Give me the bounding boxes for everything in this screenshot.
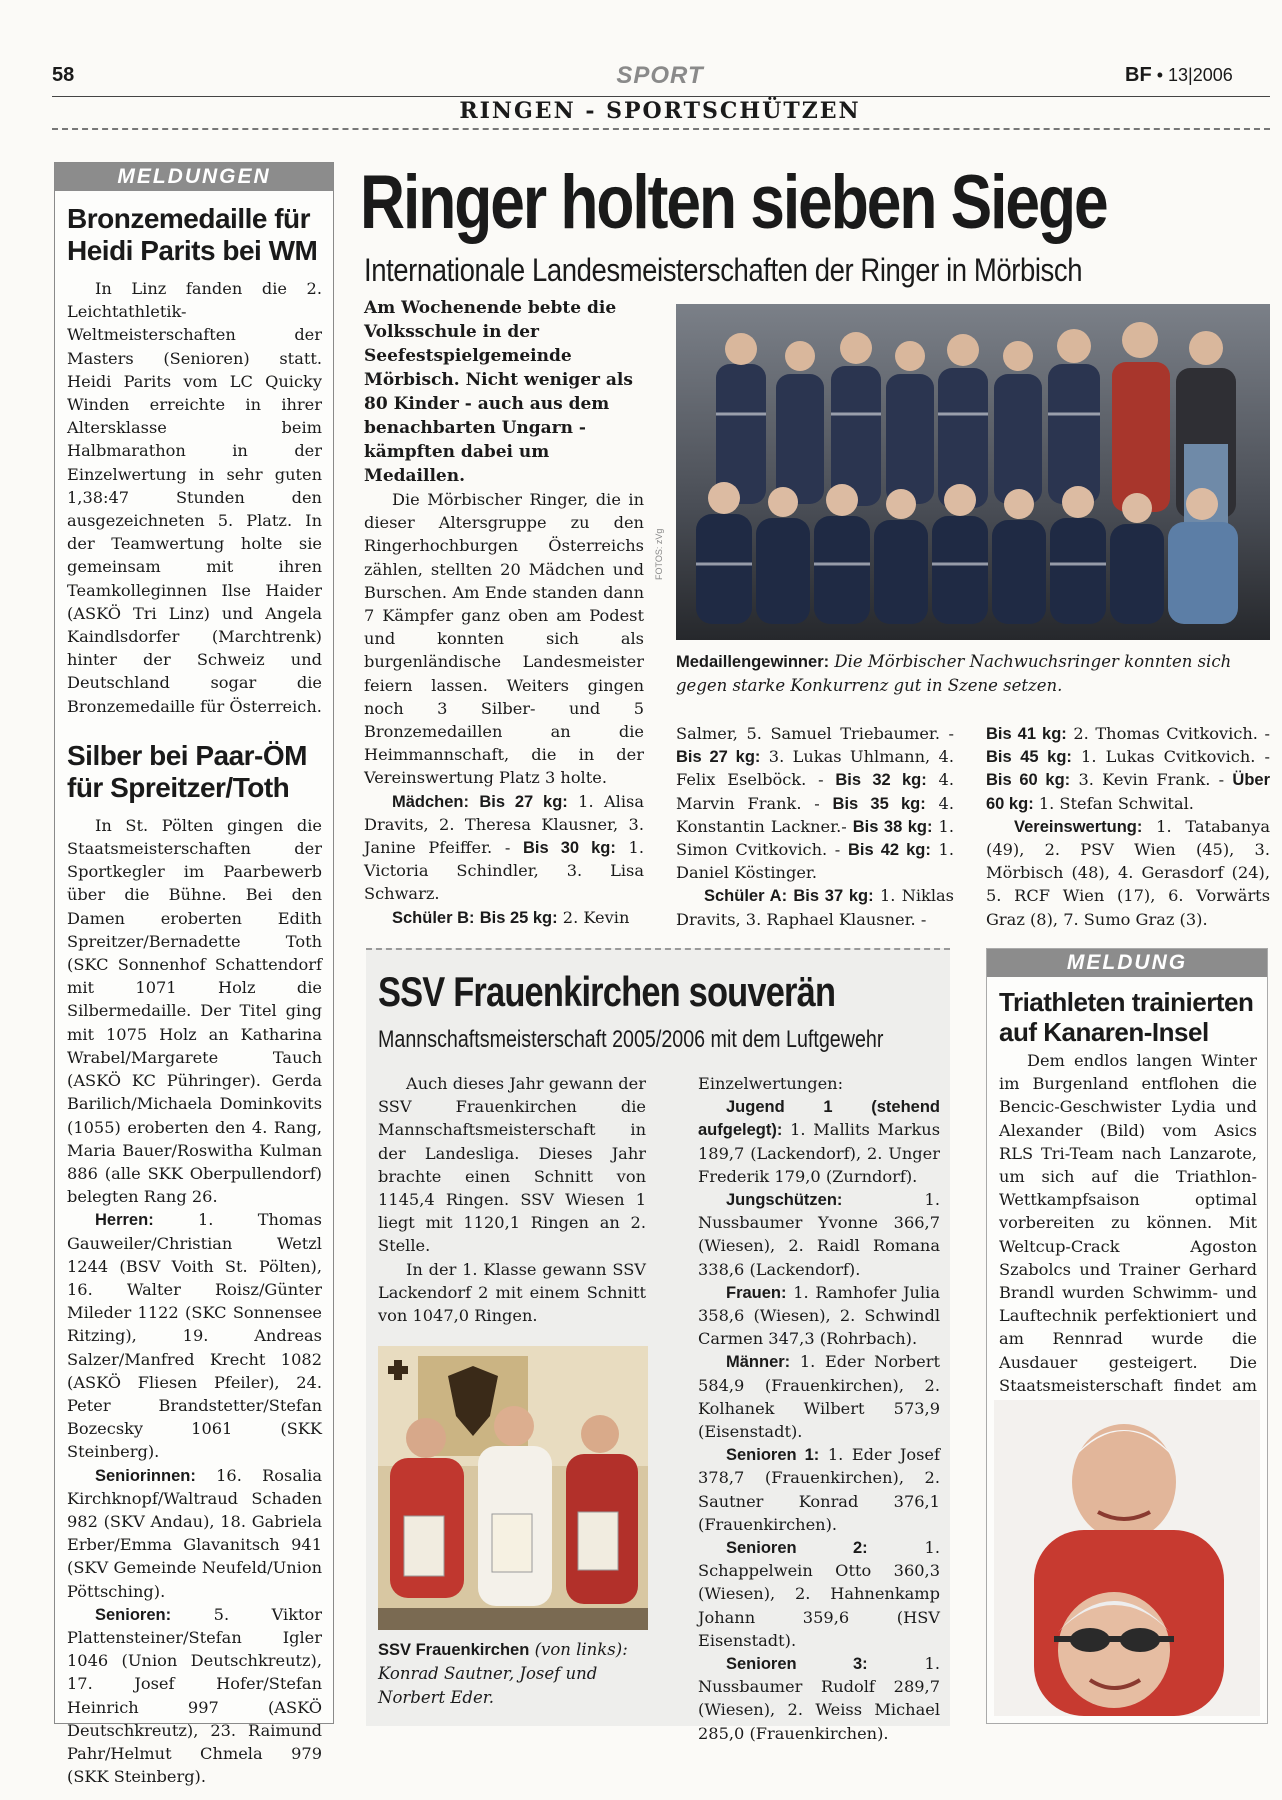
ssv-subheadline: Mannschaftsmeisterschaft 2005/2006 mit dem Luftgewehr: [378, 1026, 884, 1053]
text: 1. Alisa Dravits, 2. Theresa Klausner, 3. Janine Pfeiffer. -: [364, 791, 644, 858]
ssv-headline: SSV Frauenkirchen souverän: [378, 968, 836, 1015]
text: 1. Victoria Schindler, 3. Lisa Schwarz.: [364, 838, 644, 904]
caption-paren: (von links):: [534, 1640, 628, 1659]
meldung-bar: MELDUNG: [987, 949, 1267, 977]
bold-label: Bis 45 kg:: [986, 748, 1072, 767]
paragraph: [698, 1095, 940, 1188]
paragraph: [986, 722, 1270, 815]
paragraph: [698, 1536, 940, 1652]
bold-label: Bis 60 kg:: [986, 771, 1071, 790]
issue-number: 13|2006: [1168, 65, 1233, 85]
bold-label: Schüler B:: [392, 908, 475, 927]
photo-credit: FOTOS: zVg: [654, 528, 664, 580]
meldungen-column: [54, 162, 334, 1787]
text: 3. Lukas Uhlmann, 4. Felix Eselböck. -: [676, 747, 954, 790]
main-body-col2: [676, 722, 954, 931]
bold-label: Jugend 1 (stehend aufgelegt):: [698, 1098, 940, 1140]
bold-label: Herren:: [95, 1211, 154, 1230]
text: 1. Eder Josef 378,7 (Frauenkirchen), 2. Sautner Konrad 376,1 (Frauenkirchen).: [698, 1445, 940, 1534]
text: 1. Thomas Gauweiler/Christian Wetzl 1244 (BSV Voith St. Pölten), 16. Walter Roisz/Günter Mileder 1122 (SKC Sonnensee Ritzing), 19. Andreas Salzer/Manfred Krecht 1082 (ASKÖ Fliesen Pfeiler), 24. Peter Brandstetter/Stefan Bozecsky 1061 (SKK Steinberg).: [67, 1210, 322, 1462]
paragraph: [698, 1652, 940, 1745]
text: 4. Konstantin Lackner.-: [676, 793, 954, 836]
bold-label: Senioren:: [95, 1605, 172, 1624]
header-rule: [52, 96, 1270, 97]
meldungen-bar: MELDUNGEN: [55, 163, 333, 191]
paragraph: Auch dieses Jahr gewann der SSV Frauenkirchen die Mannschaftsmeisterschaft in der Landesliga. Dieses Jahr brachte einen Schnitt von 1145,4 Ringen. SSV Wiesen 1 liegt mit 1120,1 Ringen an 2. Stelle.: [378, 1074, 646, 1256]
paragraph: [676, 722, 954, 884]
caption-label: Medaillengewinner:: [676, 653, 830, 671]
paragraph: [698, 1350, 940, 1443]
main-body-col1: [364, 488, 644, 929]
article-body-bronze: [67, 277, 322, 718]
text: 1. Eder Norbert 584,9 (Frauenkirchen), 2. Kolhanek Wilbert 573,9 (Eisenstadt).: [698, 1352, 940, 1442]
paragraph: Dem endlos langen Winter im Burgenland entflohen die Bencic-Geschwister Lydia und Alexander (Bild) vom Asics RLS Tri-Team nach Lanzarote, um sich auf die Triathlon-Wettkampfsaison optimal vorbereiten zu können. Mit Weltcup-Crack Agoston Szabolcs und Trainer Gerhard Brandl wurden Schwimm- und Lauftechnik perfektioniert und am Rennrad wurde die Ausdauer gesteigert. Die Staatsmeisterschaft findet am: [999, 1051, 1257, 1395]
bold-label: Über 60 kg:: [986, 771, 1270, 813]
paragraph: [364, 790, 644, 906]
bold-label: Schüler A:: [704, 887, 788, 906]
paragraph: In der 1. Klasse gewann SSV Lackendorf 2 mit einem Schnitt von 1047,0 Ringen.: [378, 1259, 646, 1326]
text: 1. Lukas Cvitkovich. -: [1081, 747, 1270, 767]
lead-paragraph: Am Wochenende bebte die Volksschule in der Seefestspielgemeinde Mörbisch. Nicht weniger als 80 Kinder - auch aus dem benachbarten Ungarn - kämpften dabei um Medaillen.: [364, 298, 633, 486]
main-subheadline: Internationale Landesmeisterschaften der Ringer in Mörbisch: [364, 252, 1083, 288]
text: 1. Schappelwein Otto 360,3 (Wiesen), 2. Hahnenkamp Johann 359,6 (HSV Eisenstadt).: [698, 1538, 940, 1650]
page-number: 58: [52, 64, 75, 86]
header-dashed-rule: [52, 128, 1270, 130]
article-title-silber: [67, 740, 322, 804]
paragraph: Einzelwertungen:: [698, 1074, 844, 1093]
paragraph: Die Mörbischer Ringer, die in dieser Altersgruppe zu den Ringerhochburgen Österreichs zählen, stellten 20 Mädchen und Burschen. Am Ende standen dann 7 Kämpfer ganz oben am Podest und konnten sich als burgenländische Landesmeister feiern lassen. Weiters gingen noch 3 Silber- und 5 Bronzemedaillen an die Heimmannschaft, die in der Vereinswertung Platz 3 holte.: [364, 490, 644, 788]
caption-label: SSV Frauenkirchen: [378, 1641, 530, 1659]
bold-label: Vereinswertung:: [1014, 817, 1143, 836]
paragraph: [67, 1208, 322, 1463]
paragraph: [986, 815, 1270, 931]
paragraph: [698, 1443, 940, 1536]
photo-caption-ssv: [378, 1638, 650, 1710]
subsection-title: RINGEN - SPORTSCHÜTZEN: [459, 98, 861, 124]
bold-label: Bis 38 kg:: [852, 817, 933, 836]
bold-label: Senioren 2:: [726, 1539, 868, 1558]
triathletes-photo: [994, 1400, 1260, 1716]
ssv-shooters-photo: [378, 1346, 648, 1630]
bold-label: Mädchen:: [392, 792, 470, 811]
caption-text: Die Mörbischer Nachwuchsringer konnten sich gegen starke Konkurrenz gut in Szene setzen.: [676, 652, 1232, 695]
text: 1. Tatabanya (49), 2. PSV Wien (45), 3. Mörbisch (48), 4. Gerasdorf (24), 5. RCF Wien (17), 6. Vorwärts Graz (8), 7. Sumo Graz (3).: [986, 816, 1270, 929]
title-line: für Spreitzer/Toth: [67, 771, 290, 803]
main-headline: Ringer holten sieben Siege: [360, 160, 1107, 245]
text: 1. Simon Cvitkovich. -: [676, 816, 954, 860]
bold-label: Jungschützen:: [726, 1191, 843, 1210]
section-title: SPORT: [616, 62, 704, 89]
text: 2. Thomas Cvitkovich. -: [1073, 724, 1270, 743]
text: 2. Kevin: [562, 907, 630, 927]
bold-label: Bis 25 kg:: [479, 908, 558, 927]
bold-label: Männer:: [726, 1353, 791, 1372]
paragraph: In St. Pölten gingen die Staatsmeisterschaften der Sportkegler im Paarbewerb über die Bühne. Bei den Damen eroberten Edith Spreitzer/Bernadette Toth (SKC Sonnenhof Schattendorf mit 1071 Holz die Silbermedaille. Der Titel ging mit 1075 Holz an Katharina Wrabel/Margarete Tauch (ASKÖ KC Pühringer). Gerda Barilich/Michaela Dominkovits (1055) eroberten den 4. Rang, Maria Bauer/Roswitha Kulman 886 (alle SKK Oberpullendorf) belegten Rang 26.: [67, 815, 322, 1207]
paragraph: [676, 884, 954, 930]
bold-label: Bis 27 kg:: [676, 748, 761, 767]
paragraph: [698, 1188, 940, 1281]
paragraph: [698, 1281, 940, 1351]
ssv-body: [378, 1072, 646, 1327]
text: 3. Kevin Frank. -: [1078, 770, 1225, 790]
paragraph: [67, 1464, 322, 1603]
meldung-body: [987, 1047, 1267, 1420]
bold-label: Seniorinnen:: [95, 1466, 196, 1485]
bullet-separator: •: [1156, 65, 1168, 85]
article-title-bronze: [67, 203, 322, 267]
bold-label: Frauen:: [726, 1283, 787, 1302]
bold-label: Bis 30 kg:: [522, 839, 616, 858]
text: 4. Marvin Frank. -: [676, 770, 954, 813]
bold-label: Senioren 1:: [726, 1446, 820, 1465]
publication-name: BF: [1125, 64, 1152, 86]
article-body-silber: [67, 814, 322, 1789]
text: 1. Nussbaumer Rudolf 289,7 (Wiesen), 2. Weiss Michael 285,0 (Frauenkirchen).: [698, 1654, 940, 1743]
title-line: Bronzemedaille für: [67, 203, 311, 234]
caption-text: Konrad Sautner, Josef und Norbert Eder.: [378, 1664, 598, 1707]
text: 1. Daniel Köstinger.: [676, 840, 954, 883]
text: 16. Rosalia Kirchknopf/Waltraud Schaden 982 (SKV Andau), 18. Gabriela Erber/Emma Glavanitsch 941 (SKV Gemeinde Neufeld/Union Pöttsching).: [67, 1465, 322, 1601]
text: Salmer, 5. Samuel Triebaumer. -: [676, 724, 954, 743]
bold-label: Bis 35 kg:: [832, 794, 926, 813]
paragraph: [364, 906, 644, 929]
paragraph: [67, 1603, 322, 1789]
issue-info: [1125, 64, 1233, 87]
text: 5. Viktor Plattensteiner/Stefan Igler 1046 (Union Deutschkreutz), 17. Josef Hofer/Stefan Heinrich 997 (ASKÖ Deutschkreutz), 23. Raimund Pahr/Helmut Chmela 979 (SKK Steinberg).: [67, 1604, 322, 1787]
title-line: Triathleten trainierten: [999, 987, 1254, 1017]
paragraph: In Linz fanden die 2. Leichtathletik-Weltmeisterschaften der Masters (Senioren) statt. Heidi Parits vom LC Quicky Winden erreichte in ihrer Altersklasse beim Halbmarathon in der Einzelwertung in sehr guten 1,38:47 Stunden den ausgezeichneten 5. Platz. In der Teamwertung holte sie gemeinsam mit ihren Teamkolleginnen Ilse Haider (ASKÖ Tri Linz) und Angela Kaindlsdorfer (Marchtrenk) hinter der Schweiz und Deutschland sogar die Bronzemedaille für Österreich.: [67, 279, 322, 716]
meldung-title: [987, 977, 1267, 1047]
text: 1. Mallits Markus 189,7 (Lackendorf), 2. Unger Frederik 179,0 (Zurndorf).: [698, 1120, 940, 1186]
text: 1. Stefan Schwital.: [1038, 793, 1194, 813]
title-line: Silber bei Paar-ÖM: [67, 739, 307, 771]
wrestlers-group-photo: [676, 304, 1270, 640]
bold-label: Bis 27 kg:: [479, 792, 568, 811]
text: 1. Nussbaumer Yvonne 366,7 (Wiesen), 2. Raidl Romana 338,6 (Lackendorf).: [698, 1190, 940, 1279]
photo-caption-wrestlers: [676, 650, 1270, 698]
bold-label: Bis 42 kg:: [847, 841, 931, 860]
title-line: Heidi Parits bei WM: [67, 235, 318, 266]
main-body-col3: [986, 722, 1270, 931]
title-line: auf Kanaren-Insel: [999, 1017, 1209, 1047]
text: 1. Niklas Dravits, 3. Raphael Klausner. -: [676, 886, 954, 929]
text: 1. Ramhofer Julia 358,6 (Wiesen), 2. Schwindl Carmen 347,3 (Rohrbach).: [698, 1282, 940, 1349]
bold-label: Bis 37 kg:: [793, 887, 874, 906]
bold-label: Bis 32 kg:: [835, 771, 927, 790]
ssv-results: [698, 1072, 940, 1745]
bold-label: Bis 41 kg:: [986, 725, 1067, 743]
bold-label: Senioren 3:: [726, 1655, 868, 1674]
